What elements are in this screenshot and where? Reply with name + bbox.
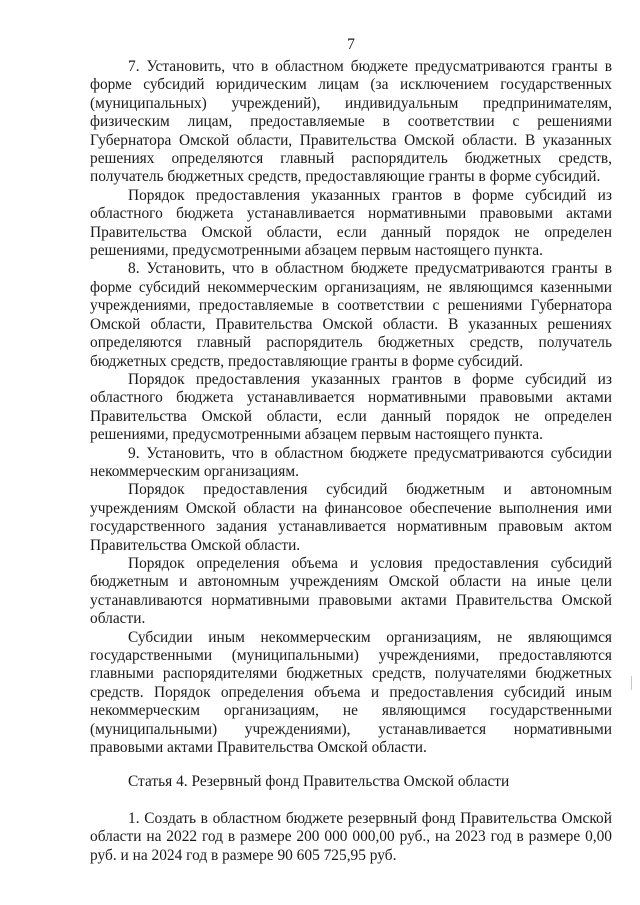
article-4-paragraph-1: 1. Создать в областном бюджете резервный фонд Правительства Омской области на 2022 год в размере 200 000 000,00 руб., на 2023 год в размере 0,00 руб. и на 2024 год в размере 90 605 725,95 руб.: [90, 809, 612, 864]
paragraph-9-state-task: Порядок предоставления субсидий бюджетным и автономным учреждениям Омской области на финансовое обеспечение выполнения ими государственного задания устанавливается нормативным правовым актом Правительства Омской области.: [90, 481, 612, 554]
paragraph-8-procedure: Порядок предоставления указанных грантов в форме субсидий из областного бюджета устанавливается нормативными правовыми актами Правительства Омской области, если данный порядок не определен решениями, предусмотренными абзацем первым настоящего пункта.: [90, 370, 612, 444]
paragraph-8: 8. Установить, что в областном бюджете предусматриваются гранты в форме субсидий некоммерческим организациям, не являющимся казенными учреждениями, предоставляемые в соответствии с решениями Губернатора Омской области, Правительства Омской области. В указанных решениях определяются главный распорядитель бюджетных средств, получатель бюджетных средств, предоставляющие гранты в форме субсидий.: [90, 260, 612, 370]
paragraph-9-other-purposes: Порядок определения объема и условия предоставления субсидий бюджетным и автономным учреждениям Омской области на иные цели устанавливаются нормативными правовыми актами Правительства Омской области.: [90, 554, 612, 628]
paragraph-7-procedure: Порядок предоставления указанных грантов в форме субсидий из областного бюджета устанавливается нормативными правовыми актами Правительства Омской области, если данный порядок не определен решениями, предусмотренными абзацем первым настоящего пункта.: [90, 186, 612, 260]
document-body: [90, 58, 612, 865]
document-page: [90, 36, 612, 865]
scan-edge-mark: [631, 676, 632, 690]
page-number: 7: [347, 36, 355, 53]
paragraph-7: 7. Установить, что в областном бюджете предусматриваются гранты в форме субсидий юридическим лицам (за исключением государственных (муниципальных) учреждений), индивидуальным предпринимателям, физическим лицам, предоставляемые в соответствии с решениями Губернатора Омской области, Правительства Омской области. В указанных решениях определяются главный распорядитель бюджетных средств, получатель бюджетных средств, предоставляющие гранты в форме субсидий.: [90, 58, 612, 186]
paragraph-9-other-nonprofits: Субсидии иным некоммерческим организациям, не являющимся государственными (муниципальными) учреждениями, предоставляются главными распорядителями бюджетных средств, получателями бюджетных средств. Порядок определения объема и предоставления субсидий иным некоммерческим организациям, не являющимся государственными (муниципальными) учреждениями), устанавливается нормативными правовыми актами Правительства Омской области.: [90, 628, 612, 757]
paragraph-9: 9. Установить, что в областном бюджете предусматриваются субсидии некоммерческим организациям.: [90, 444, 612, 480]
article-4-heading: Статья 4. Резервный фонд Правительства Омской области: [128, 773, 510, 791]
